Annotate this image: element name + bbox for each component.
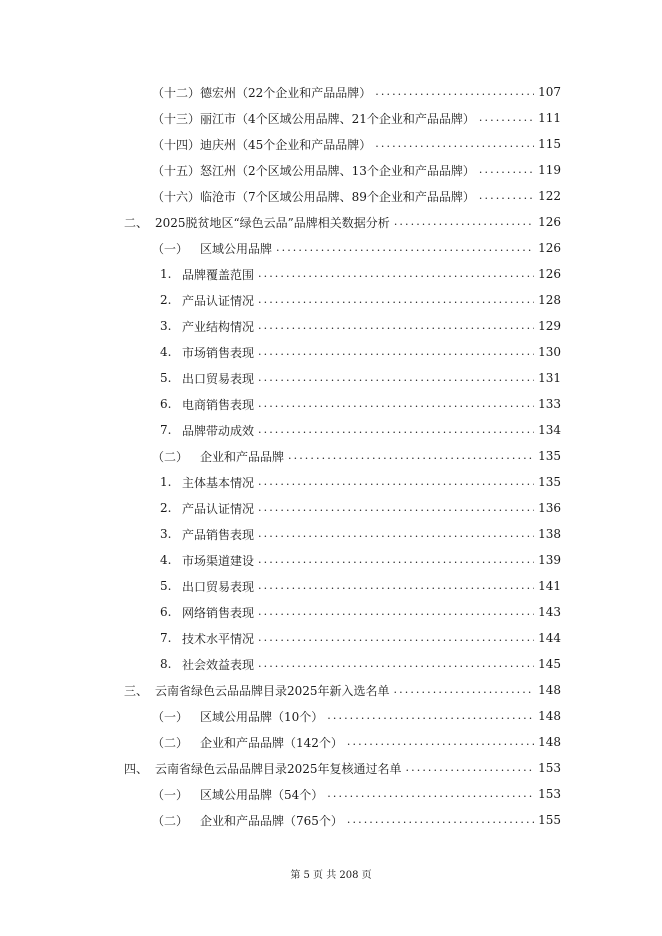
- toc-entry-title: 区域公用品牌（54个）: [200, 787, 324, 802]
- toc-entry-page: 119: [538, 163, 561, 177]
- toc-entry-page: 134: [538, 423, 561, 437]
- toc-entry-number: 2.: [160, 501, 172, 515]
- toc-entry-number: 三、: [124, 683, 149, 698]
- toc-entry[interactable]: [160, 574, 561, 598]
- toc-dot-leader: [288, 444, 534, 468]
- toc-entry-number: 5.: [160, 579, 172, 593]
- toc-entry-title: 技术水平情况: [182, 631, 255, 646]
- toc-dot-leader: [394, 678, 535, 702]
- toc-dot-leader: [347, 730, 534, 754]
- toc-dot-leader: [479, 106, 534, 130]
- toc-entry-number: （二）: [152, 813, 189, 828]
- toc-entry-title: 主体基本情况: [182, 475, 255, 490]
- toc-entry-page: 131: [538, 371, 561, 385]
- toc-entry-page: 135: [538, 449, 561, 463]
- toc-entry[interactable]: [160, 314, 561, 338]
- toc-entry-title: 网络销售表现: [182, 605, 255, 620]
- toc-entry-number: （一）: [152, 787, 189, 802]
- toc-dot-leader: [258, 262, 534, 286]
- toc-dot-leader: [347, 808, 534, 832]
- toc-entry-number: （十三）: [152, 111, 201, 126]
- toc-entry[interactable]: [160, 652, 561, 676]
- toc-entry-title: 区域公用品牌（10个）: [200, 709, 324, 724]
- toc-entry-page: 126: [538, 267, 561, 281]
- toc-entry-number: 2.: [160, 293, 172, 307]
- toc-entry-page: 155: [538, 813, 561, 827]
- toc-dot-leader: [276, 236, 534, 260]
- toc-entry[interactable]: [152, 808, 561, 832]
- toc-entry-number: 4.: [160, 553, 172, 567]
- toc-entry-title: 企业和产品品牌: [200, 449, 285, 464]
- toc-entry-title: 品牌覆盖范围: [182, 267, 255, 282]
- toc-entry-title: 区域公用品牌: [200, 241, 273, 256]
- toc-entry-title: 企业和产品品牌（765个）: [200, 813, 343, 828]
- toc-dot-leader: [327, 704, 534, 728]
- toc-entry[interactable]: [160, 626, 561, 650]
- toc-dot-leader: [394, 210, 534, 234]
- toc-entry-page: 136: [538, 501, 561, 515]
- toc-dot-leader: [479, 158, 534, 182]
- toc-dot-leader: [258, 574, 534, 598]
- toc-entry-title: 丽江市（4个区域公用品牌、21个企业和产品品牌）: [200, 111, 475, 126]
- toc-entry[interactable]: [160, 548, 561, 572]
- toc-dot-leader: [258, 522, 534, 546]
- toc-dot-leader: [406, 756, 535, 780]
- toc-entry-title: 产品认证情况: [182, 501, 255, 516]
- toc-entry-number: 6.: [160, 605, 172, 619]
- toc-entry-number: （一）: [152, 709, 189, 724]
- toc-entry-number: （十二）: [152, 85, 201, 100]
- toc-entry-number: 3.: [160, 319, 172, 333]
- toc-dot-leader: [258, 392, 534, 416]
- toc-entry[interactable]: [160, 496, 561, 520]
- toc-entry-number: （一）: [152, 241, 189, 256]
- toc-entry-number: 4.: [160, 345, 172, 359]
- toc-entry-number: （二）: [152, 449, 189, 464]
- toc-dot-leader: [258, 314, 534, 338]
- toc-entry[interactable]: [160, 288, 561, 312]
- toc-dot-leader: [258, 600, 534, 624]
- toc-entry-page: 148: [538, 735, 561, 749]
- toc-entry-page: 153: [538, 787, 561, 801]
- toc-entry-number: 四、: [124, 761, 149, 776]
- toc-entry-page: 139: [538, 553, 561, 567]
- toc-entry[interactable]: [160, 470, 561, 494]
- toc-entry-title: 市场渠道建设: [182, 553, 255, 568]
- page-footer: 第 5 页 共 208 页: [290, 870, 372, 881]
- toc-entry-page: 129: [538, 319, 561, 333]
- toc-entry-title: 品牌带动成效: [182, 423, 255, 438]
- toc-entry[interactable]: [124, 678, 561, 702]
- toc-entry[interactable]: [152, 106, 561, 130]
- toc-entry[interactable]: [160, 262, 561, 286]
- toc-entry-title: 云南省绿色云品品牌目录2025年复核通过名单: [155, 761, 402, 776]
- toc-entry-title: 产业结构情况: [182, 319, 255, 334]
- toc-entry-number: 二、: [124, 215, 149, 230]
- toc-entry-page: 135: [538, 475, 561, 489]
- toc-entry-page: 148: [538, 683, 561, 697]
- toc-entry-number: （二）: [152, 735, 189, 750]
- toc-entry-page: 153: [538, 761, 561, 775]
- toc-entry-title: 出口贸易表现: [182, 371, 255, 386]
- toc-entry-number: 1.: [160, 267, 172, 281]
- toc-dot-leader: [258, 652, 534, 676]
- toc-entry-number: 1.: [160, 475, 172, 489]
- toc-entry-number: 8.: [160, 657, 172, 671]
- toc-dot-leader: [258, 366, 534, 390]
- toc-dot-leader: [375, 80, 534, 104]
- toc-entry-title: 社会效益表现: [182, 657, 255, 672]
- toc-entry-page: 143: [538, 605, 561, 619]
- toc-entry[interactable]: [152, 236, 561, 260]
- toc-entry[interactable]: [160, 418, 561, 442]
- toc-entry-page: 107: [538, 85, 561, 99]
- toc-dot-leader: [258, 288, 534, 312]
- toc-dot-leader: [258, 470, 534, 494]
- toc-entry[interactable]: [160, 366, 561, 390]
- toc-entry-page: 126: [538, 215, 561, 229]
- toc-entry-page: 128: [538, 293, 561, 307]
- toc-entry-number: 5.: [160, 371, 172, 385]
- toc-entry[interactable]: [124, 210, 561, 234]
- toc-entry-title: 产品认证情况: [182, 293, 255, 308]
- toc-dot-leader: [258, 626, 534, 650]
- toc-entry-title: 电商销售表现: [182, 397, 255, 412]
- toc-entry-page: 148: [538, 709, 561, 723]
- toc-entry[interactable]: [152, 782, 561, 806]
- toc-entry-title: 出口贸易表现: [182, 579, 255, 594]
- toc-entry-number: 6.: [160, 397, 172, 411]
- toc-entry-page: 141: [538, 579, 561, 593]
- toc-entry-page: 115: [538, 137, 561, 151]
- toc-entry-title: 云南省绿色云品品牌目录2025年新入选名单: [155, 683, 390, 698]
- toc-entry-title: 迪庆州（45个企业和产品品牌）: [200, 137, 372, 152]
- toc-entry[interactable]: [152, 730, 561, 754]
- toc-entry[interactable]: [160, 522, 561, 546]
- toc-entry-page: 145: [538, 657, 561, 671]
- toc-entry-title: 临沧市（7个区域公用品牌、89个企业和产品品牌）: [200, 189, 475, 204]
- toc-entry[interactable]: [160, 392, 561, 416]
- toc-entry[interactable]: [152, 132, 561, 156]
- toc-entry[interactable]: [160, 340, 561, 364]
- toc-entry-title: 怒江州（2个区域公用品牌、13个企业和产品品牌）: [200, 163, 475, 178]
- toc-entry[interactable]: [152, 184, 561, 208]
- toc-dot-leader: [258, 418, 534, 442]
- toc-entry-page: 122: [538, 189, 561, 203]
- toc-entry[interactable]: [152, 80, 561, 104]
- toc-entry-title: 市场销售表现: [182, 345, 255, 360]
- toc-dot-leader: [327, 782, 534, 806]
- toc-entry-title: 2025脱贫地区“绿色云品”品牌相关数据分析: [155, 215, 390, 230]
- toc-entry-title: 企业和产品品牌（142个）: [200, 735, 343, 750]
- toc-dot-leader: [258, 496, 534, 520]
- toc-dot-leader: [375, 132, 534, 156]
- toc-entry-page: 144: [538, 631, 561, 645]
- toc-entry-page: 126: [538, 241, 561, 255]
- toc-entry[interactable]: [152, 158, 561, 182]
- toc-entry[interactable]: [124, 756, 561, 780]
- toc-entry[interactable]: [160, 600, 561, 624]
- toc-entry-page: 111: [538, 111, 561, 125]
- toc-entry[interactable]: [152, 704, 561, 728]
- toc-dot-leader: [258, 340, 534, 364]
- toc-dot-leader: [258, 548, 534, 572]
- toc-entry-number: （十五）: [152, 163, 201, 178]
- toc-entry-title: 产品销售表现: [182, 527, 255, 542]
- toc-entry-page: 130: [538, 345, 561, 359]
- toc-entry-page: 138: [538, 527, 561, 541]
- toc-dot-leader: [479, 184, 534, 208]
- toc-entry-number: 7.: [160, 631, 172, 645]
- toc-entry[interactable]: [152, 444, 561, 468]
- toc-entry-title: 德宏州（22个企业和产品品牌）: [200, 85, 372, 100]
- toc-entry-number: 7.: [160, 423, 172, 437]
- toc-entry-page: 133: [538, 397, 561, 411]
- toc-entry-number: （十六）: [152, 189, 201, 204]
- toc-entry-number: （十四）: [152, 137, 201, 152]
- toc-entry-number: 3.: [160, 527, 172, 541]
